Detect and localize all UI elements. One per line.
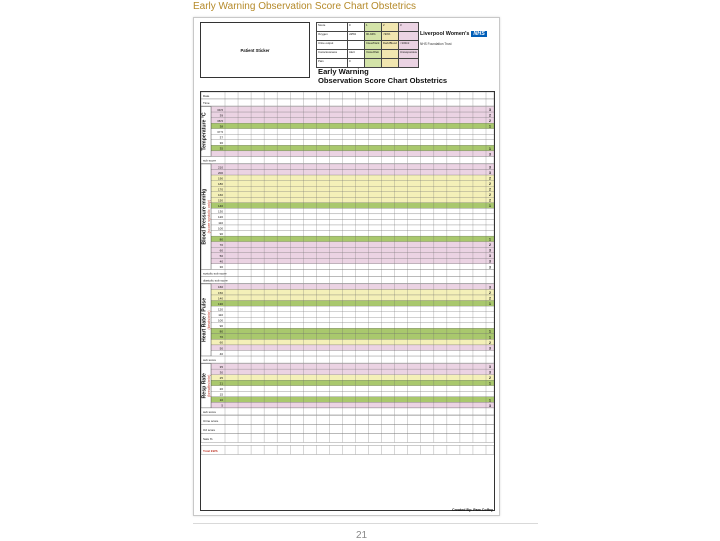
row-score: 1 <box>489 335 491 340</box>
score-key-row <box>317 50 419 59</box>
vital-value-label: 150 <box>217 290 223 295</box>
row-score: 2 <box>489 119 491 124</box>
vital-row <box>211 175 494 181</box>
vital-row <box>211 192 494 198</box>
row-score: 3 <box>489 152 491 157</box>
vital-row <box>211 140 494 146</box>
row-score: 1 <box>489 398 491 403</box>
vital-value-label: 39.5 <box>217 107 223 112</box>
section-sublabel: (beats/min) <box>206 310 211 330</box>
row-score: 2 <box>489 198 491 203</box>
score-key-cell: Pain <box>317 59 348 68</box>
trust-name: Liverpool Women's <box>420 31 470 37</box>
vital-row <box>211 242 494 248</box>
section-label: Temperature °C <box>201 112 208 151</box>
vital-row <box>211 375 494 381</box>
vital-row <box>211 328 494 334</box>
row-score: 2 <box>489 243 491 248</box>
score-key-cell <box>382 50 399 59</box>
row-score: 3 <box>489 254 491 259</box>
score-key-row <box>317 32 419 41</box>
vital-value-label: 140 <box>217 204 223 209</box>
section-label: Resp Rate <box>201 373 208 399</box>
nhs-logo: NHS <box>473 31 485 37</box>
score-key-row <box>317 23 419 32</box>
row-score: 3 <box>489 285 491 290</box>
vital-value-label: 37 <box>219 135 223 140</box>
vital-value-label: 210 <box>217 165 223 170</box>
row-score: 3 <box>489 364 491 369</box>
vital-value-label: 38.5 <box>217 118 223 123</box>
score-key-cell: 0 <box>348 59 365 68</box>
vital-value-label: 70 <box>219 335 223 340</box>
vital-row <box>211 151 494 157</box>
sub-score-row-label: sub score <box>203 358 217 363</box>
row-score: 1 <box>489 146 491 151</box>
vital-row <box>211 323 494 329</box>
observation-grid-svg <box>201 92 494 510</box>
vital-value-label: 30 <box>219 265 223 270</box>
score-key-cell <box>399 32 419 41</box>
vital-row <box>211 397 494 403</box>
vital-value-label: 35 <box>219 146 223 151</box>
vital-value-label: 130 <box>217 209 223 214</box>
vital-value-label: 190 <box>217 176 223 181</box>
vital-value-label: 200 <box>217 170 223 175</box>
row-score: 1 <box>489 237 491 242</box>
row-score: 3 <box>489 346 491 351</box>
vital-row <box>211 284 494 290</box>
score-key-cell: ≥95% <box>348 32 365 41</box>
vital-row <box>211 181 494 187</box>
vital-value-label: 38 <box>219 124 223 129</box>
vital-row <box>211 264 494 270</box>
vital-value-label: 80 <box>219 237 223 242</box>
row-score: 1 <box>489 301 491 306</box>
row-score: 2 <box>489 176 491 181</box>
footer-row-label: Sats % <box>203 436 213 441</box>
vital-value-label: 10 <box>219 398 223 403</box>
row-score: 2 <box>489 290 491 295</box>
vital-row <box>211 295 494 301</box>
vital-row <box>211 129 494 135</box>
row-score: 3 <box>489 248 491 253</box>
observation-grid <box>200 91 495 511</box>
footer-row-label: O2 score <box>203 427 216 432</box>
vital-value-label: 100 <box>217 318 223 323</box>
vital-value-label: 180 <box>217 181 223 186</box>
vital-row <box>211 118 494 124</box>
vital-row <box>211 253 494 259</box>
sub-score-row-bg <box>201 269 494 276</box>
header-row-label: Date <box>203 94 210 99</box>
vital-value-label: 20 <box>219 387 223 392</box>
row-score: 2 <box>489 187 491 192</box>
vital-value-label: 15 <box>219 392 223 397</box>
score-key-cell: Urine output <box>317 41 348 50</box>
score-key-cell: 2 <box>382 23 399 32</box>
vital-value-label: 160 <box>217 285 223 290</box>
footer-row-bg <box>201 424 494 433</box>
score-key-cell: Score <box>317 23 348 32</box>
vital-value-label: 170 <box>217 187 223 192</box>
score-key-cell: <100ml <box>399 41 419 50</box>
header-row-label: Time <box>203 101 210 106</box>
footer-row-bg <box>201 415 494 424</box>
row-score: 2 <box>489 376 491 381</box>
vital-value-label: 90 <box>219 231 223 236</box>
vital-value-label: 21 <box>219 381 223 386</box>
vital-row <box>211 386 494 392</box>
vital-value-label: 37.5 <box>217 130 223 135</box>
score-key-cell: 90-94% <box>365 32 382 41</box>
row-score: 3 <box>489 170 491 175</box>
vital-value-label: 35 <box>219 364 223 369</box>
trust-subtitle: NHS Foundation Trust <box>420 42 452 46</box>
page-number: 21 <box>356 530 368 541</box>
score-key-cell <box>348 41 365 50</box>
chart-title-line2: Observation Score Chart Obstetrics <box>318 76 448 85</box>
sub-score-row-label: diastolic sub score <box>203 278 228 283</box>
vital-row <box>211 107 494 113</box>
vital-row <box>211 123 494 129</box>
footer-row-label: Urine score <box>203 418 219 423</box>
score-key-cell: Dark/Blood <box>382 41 399 50</box>
header-row-bg <box>201 99 494 106</box>
vital-value-label: 39 <box>219 113 223 118</box>
score-key-cell: Clear/Dark <box>365 41 382 50</box>
vital-row <box>211 312 494 318</box>
vital-row <box>211 258 494 264</box>
vital-value-label: 50 <box>219 254 223 259</box>
vital-row <box>211 380 494 386</box>
score-key-cell: Voice/Pain <box>365 50 382 59</box>
observation-chart-sheet <box>193 17 500 516</box>
vital-value-label: 36 <box>219 141 223 146</box>
score-key-cell: Alert <box>348 50 365 59</box>
vital-value-label: 110 <box>218 312 223 317</box>
row-score: 1 <box>489 329 491 334</box>
vital-value-label: 110 <box>218 220 223 225</box>
section-sublabel: (score systolic only) <box>206 200 211 234</box>
row-score: 1 <box>489 381 491 386</box>
header-row-bg <box>201 92 494 99</box>
vital-row <box>211 112 494 118</box>
row-score: 2 <box>489 296 491 301</box>
vital-row <box>211 369 494 375</box>
score-key-cell: 3 <box>399 23 419 32</box>
vital-row <box>211 391 494 397</box>
score-key-table <box>316 22 419 68</box>
sub-score-row-bg <box>201 156 494 163</box>
score-key-row <box>317 41 419 50</box>
vital-row <box>211 186 494 192</box>
row-score: 1 <box>489 124 491 129</box>
vital-row <box>211 170 494 176</box>
chart-title <box>318 67 447 85</box>
vital-row <box>211 301 494 307</box>
vital-row <box>211 364 494 370</box>
vital-value-label: 60 <box>219 248 223 253</box>
row-score: 3 <box>489 165 491 170</box>
score-key-cell: Consciousness <box>317 50 348 59</box>
sub-score-row-bg <box>201 356 494 363</box>
vital-value-label: 50 <box>219 346 223 351</box>
vital-value-label: 70 <box>219 242 223 247</box>
row-score: 3 <box>489 370 491 375</box>
vital-row <box>211 145 494 151</box>
vital-value-label: 160 <box>217 193 223 198</box>
vital-value-label: 140 <box>217 296 223 301</box>
score-key-cell: 1 <box>365 23 382 32</box>
section-label: Blood Pressure mmHg <box>201 188 208 245</box>
vital-row <box>211 402 494 408</box>
vital-value-label: 5 <box>221 403 223 408</box>
vital-row <box>211 197 494 203</box>
footer-row-bg <box>201 433 494 442</box>
vital-row <box>211 164 494 170</box>
row-score: 3 <box>489 403 491 408</box>
row-score: 2 <box>489 193 491 198</box>
vital-row <box>211 351 494 357</box>
row-score: 1 <box>489 204 491 209</box>
vital-row <box>211 236 494 242</box>
slide-divider <box>193 523 538 524</box>
vital-row <box>211 214 494 220</box>
vital-value-label: 40 <box>219 351 223 356</box>
total-ews-row-bg <box>201 445 494 454</box>
row-score: 2 <box>489 340 491 345</box>
sub-score-row-label: systolic sub score <box>203 271 227 276</box>
sub-score-row-bg <box>201 276 494 283</box>
score-key-cell: 0 <box>348 23 365 32</box>
vital-value-label: 40 <box>219 259 223 264</box>
vital-row <box>211 289 494 295</box>
total-ews-row-label: Total EWS <box>203 448 218 453</box>
chart-title-line1: Early Warning <box>318 67 369 76</box>
vital-row <box>211 306 494 312</box>
vital-row <box>211 317 494 323</box>
vital-row <box>211 208 494 214</box>
vital-value-label: 150 <box>217 198 223 203</box>
row-score: 2 <box>489 113 491 118</box>
vital-row <box>211 219 494 225</box>
vital-row <box>211 203 494 209</box>
chart-footer: Created By: Pam Coffey <box>452 508 493 512</box>
sub-score-row-label: sub score <box>203 158 217 163</box>
vital-value-label: 60 <box>219 340 223 345</box>
vital-value-label: 25 <box>219 375 223 380</box>
row-score: 3 <box>489 265 491 270</box>
vital-value-label: 30 <box>219 370 223 375</box>
vital-row <box>211 345 494 351</box>
row-score: 3 <box>489 107 491 112</box>
patient-sticker-box: Patient Sticker <box>200 22 310 78</box>
score-key-cell: <90% <box>382 32 399 41</box>
section-sublabel: (breaths/min) <box>206 374 211 397</box>
vital-value-label: 120 <box>217 215 223 220</box>
slide-title: Early Warning Observation Score Chart Obstetrics <box>193 1 417 12</box>
vital-value-label: 130 <box>217 301 223 306</box>
vital-row <box>211 334 494 340</box>
vital-value-label: 80 <box>219 329 223 334</box>
row-score: 3 <box>489 259 491 264</box>
row-score: 2 <box>489 182 491 187</box>
trust-logo-block <box>420 22 492 46</box>
vital-row <box>211 339 494 345</box>
vital-value-label: 100 <box>217 226 223 231</box>
score-key-cell: Unresponsive <box>399 50 419 59</box>
vital-value-label: 120 <box>217 307 223 312</box>
vital-row <box>211 247 494 253</box>
sub-score-row-label: sub score <box>203 409 217 414</box>
section-label: Heart Rate / Pulse <box>201 297 208 343</box>
vital-row <box>211 134 494 140</box>
vital-row <box>211 231 494 237</box>
sub-score-row-bg <box>201 408 494 415</box>
vital-row <box>211 225 494 231</box>
score-key-cell: Oxygen <box>317 32 348 41</box>
vital-value-label: 90 <box>219 324 223 329</box>
